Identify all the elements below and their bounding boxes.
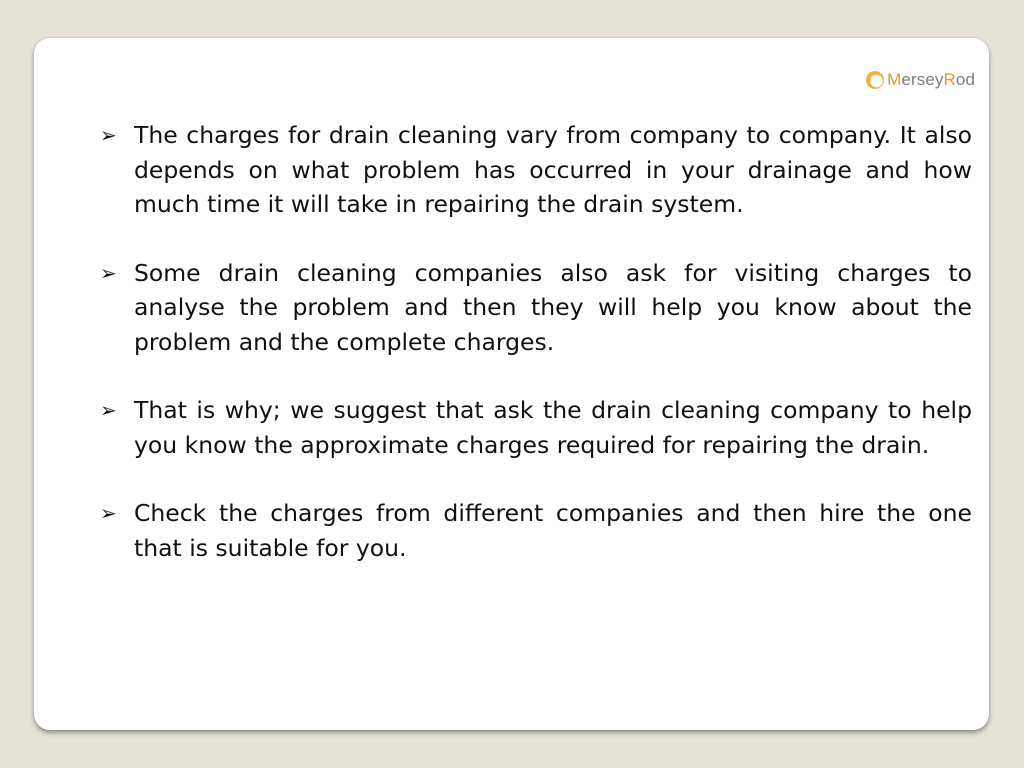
bullet-text: Some drain cleaning companies also ask for visiting charges to analyse the problem and then they will help you know about the problem and the complete charges. [134,258,972,356]
bullet-item [100,118,972,222]
logo-text-ersey: ersey [901,70,944,89]
arrow-bullet-icon: ➢ [100,501,117,525]
logo-text-od: od [955,70,975,89]
bullet-text: That is why; we suggest that ask the drain cleaning company to help you know the approximate charges required for repairing the drain. [134,396,972,459]
bullet-item [100,393,972,462]
arrow-bullet-icon: ➢ [100,398,117,422]
logo-letter-r: R [943,70,956,89]
logo-text [887,70,975,90]
slide-card [34,38,989,730]
bullet-item [100,256,972,360]
arrow-bullet-icon: ➢ [100,260,117,285]
logo-letter-m: M [887,70,902,89]
bullet-text: The charges for drain cleaning vary from company to company. It also depends on what problem has occurred in your drainage and how much time it will take in repairing the drain system. [134,121,972,218]
bullet-item [100,496,972,565]
bullet-list [100,118,972,599]
arrow-bullet-icon: ➢ [100,123,117,147]
bullet-text: Check the charges from different companies and then hire the one that is suitable for you. [134,499,972,562]
crescent-circle-icon [865,70,885,90]
mersey-rod-logo [865,70,975,90]
